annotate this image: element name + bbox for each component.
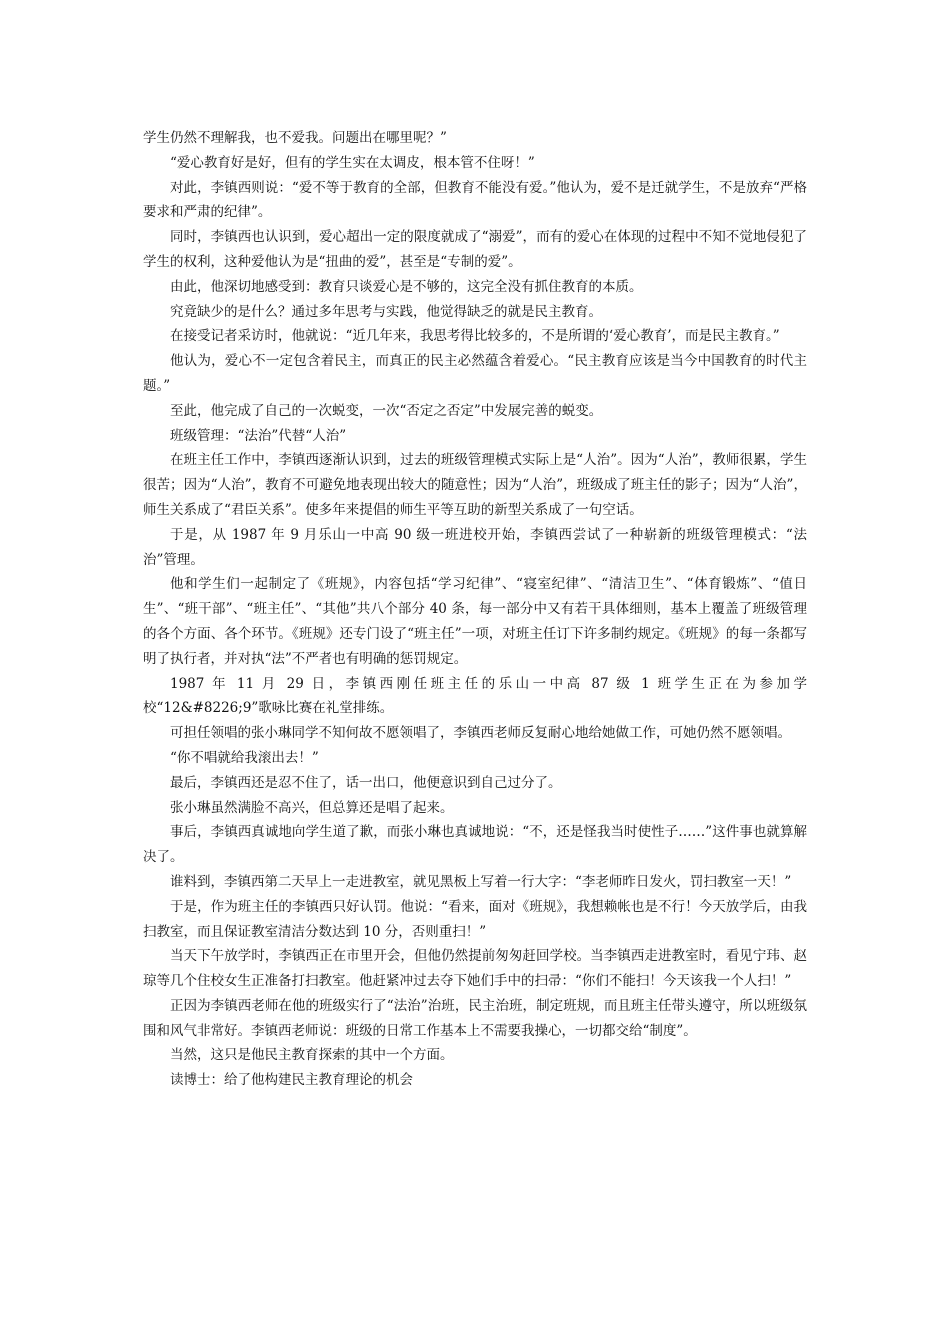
paragraph: 至此，他完成了自己的一次蜕变，一次“否定之否定”中发展完善的蜕变。 xyxy=(170,402,603,419)
document-body xyxy=(143,126,807,1093)
paragraph: 当天下午放学时，李镇西正在市里开会，但他仍然提前匆匆赶回学校。当李镇西走进教室时，看见宁玮、赵琼等几个住校女生正准备打扫教室。他赶紧冲过去夺下她们手中的扫帚：“你们不能扫！今天该我一个人扫！” xyxy=(143,948,807,990)
paragraph: 当然，这只是他民主教育探索的其中一个方面。 xyxy=(170,1047,454,1064)
paragraph: 于是，作为班主任的李镇西只好认罚。他说：“看来，面对《班规》，我想赖帐也是不行！今天放学后，由我扫教室，而且保证教室清洁分数达到 10 分，否则重扫！” xyxy=(143,898,807,940)
paragraph: 同时，李镇西也认识到，爱心超出一定的限度就成了“溺爱”，而有的爱心在体现的过程中不知不觉地侵犯了学生的权利，这种爱他认为是“扭曲的爱”，甚至是“专制的爱”。 xyxy=(143,229,807,270)
paragraph: 在班主任工作中，李镇西逐渐认识到，过去的班级管理模式实际上是“人治”。因为“人治”，教师很累，学生很苦；因为“人治”，教育不可避免地表现出较大的随意性；因为“人治”，班级成了班主任的影子；因为“人治”，师生关系成了“君臣关系”。使多年来提倡的师生平等互助的新型关系成了一句空话。 xyxy=(143,452,807,518)
paragraph: 可担任领唱的张小琳同学不知何故不愿领唱了，李镇西老师反复耐心地给她做工作，可她仍然不愿领唱。 xyxy=(170,725,791,742)
paragraph: 最后，李镇西还是忍不住了，话一出口，他便意识到自己过分了。 xyxy=(170,774,562,791)
paragraph: 事后，李镇西真诚地向学生道了歉，而张小琳也真诚地说：“不，还是怪我当时使性子……”这件事也就算解决了。 xyxy=(143,824,807,866)
paragraph: 正因为李镇西老师在他的班级实行了“法治”治班，民主治班，制定班规，而且班主任带头遵守，所以班级氛围和风气非常好。李镇西老师说：班级的日常工作基本上不需要我操心，一切都交给“制度”。 xyxy=(143,997,807,1039)
paragraph: 1987 年 11 月 29 日，李镇西刚任班主任的乐山一中高 87 级 1 班学生正在为参加学校“12&#8226;9”歌咏比赛在礼堂排练。 xyxy=(143,675,807,717)
paragraph: 谁料到，李镇西第二天早上一走进教室，就见黑板上写着一行大字：“李老师昨日发火，罚扫教室一天！” xyxy=(170,873,792,890)
paragraph: 对此，李镇西则说：“爱不等于教育的全部，但教育不能没有爱。”他认为，爱不是迁就学生，不是放弃“严格要求和严肃的纪律”。 xyxy=(143,179,807,221)
paragraph: 他认为，爱心不一定包含着民主，而真正的民主必然蕴含着爱心。“民主教育应该是当今中国教育的时代主题。” xyxy=(143,353,807,394)
paragraph: 由此，他深切地感受到：教育只谈爱心是不够的，这完全没有抓住教育的本质。 xyxy=(170,278,643,295)
paragraph: 班级管理：“法治”代替“人治” xyxy=(170,427,347,444)
paragraph: 于是，从 1987 年 9 月乐山一中高 90 级一班进校开始，李镇西尝试了一种崭新的班级管理模式：“法治”管理。 xyxy=(143,526,807,568)
paragraph: “爱心教育好是好，但有的学生实在太调皮，根本管不住呀！” xyxy=(170,154,535,171)
paragraph: 张小琳虽然满脸不高兴，但总算还是唱了起来。 xyxy=(170,799,454,816)
paragraph: 在接受记者采访时，他就说：“近几年来，我思考得比较多的，不是所谓的‘爱心教育’，而是民主教育。” xyxy=(170,328,780,345)
paragraph: 读博士：给了他构建民主教育理论的机会 xyxy=(170,1072,413,1089)
paragraph: 究竟缺少的是什么？通过多年思考与实践，他觉得缺乏的就是民主教育。 xyxy=(170,303,602,320)
paragraph: 学生仍然不理解我，也不爱我。问题出在哪里呢？” xyxy=(143,130,447,146)
paragraph: 他和学生们一起制定了《班规》，内容包括“学习纪律”、“寝室纪律”、“清洁卫生”、“体育锻炼”、“值日生”、“班干部”、“班主任”、“其他”共八个部分 40 条，每一部分中又有若干具体细则，基本上覆盖了班级管理的各个方面、各个环节。《班规》还专门设了“班主任”一项，对班主任订下许多制约规定。《班规》的每一条都写明了执行者，并对执“法”不严者也有明确的惩罚规定。 xyxy=(143,576,807,667)
paragraph: “你不唱就给我滚出去！” xyxy=(170,749,319,766)
